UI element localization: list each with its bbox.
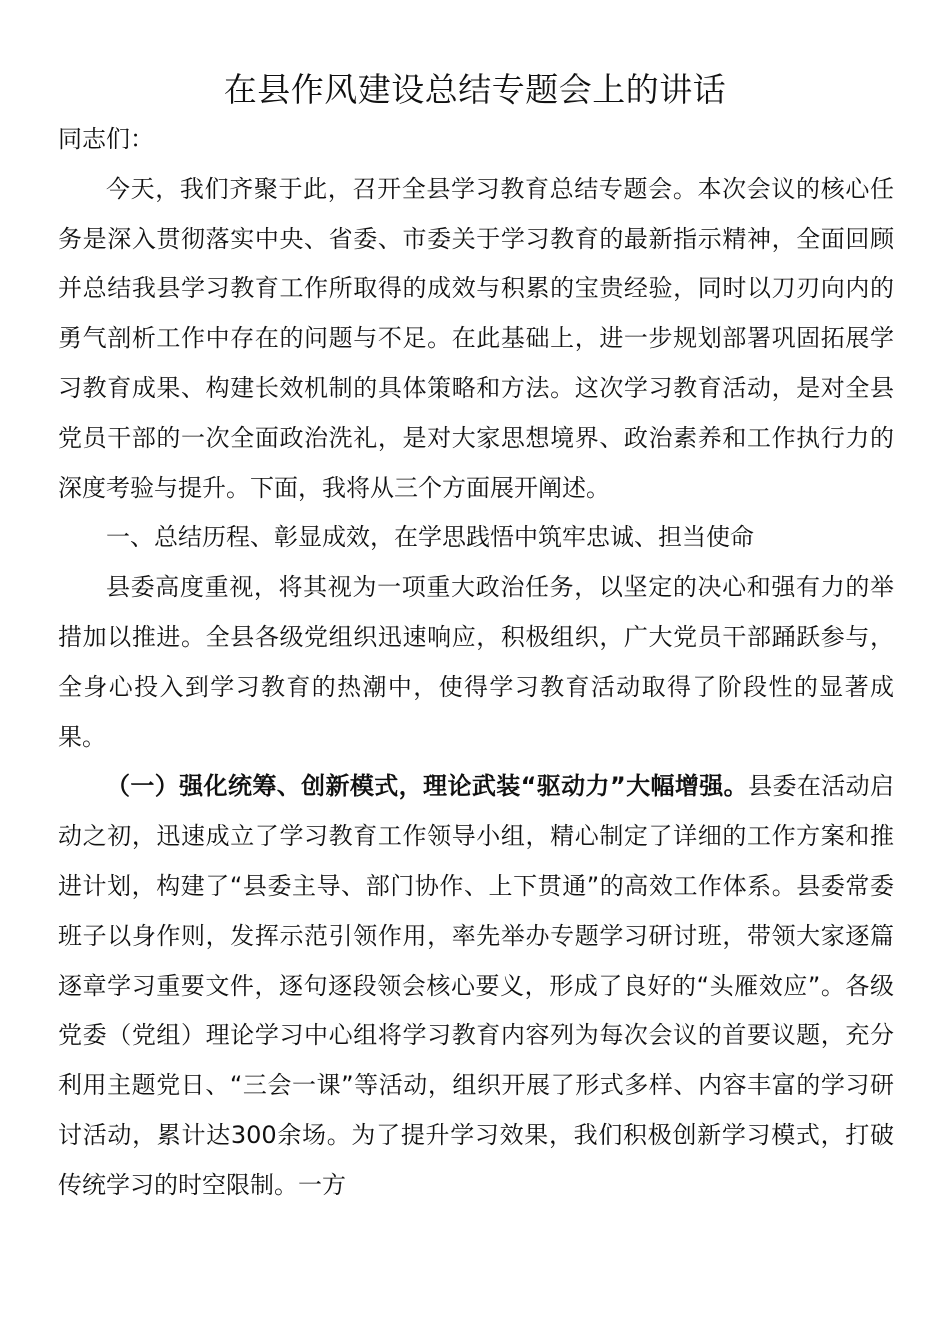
document-body <box>58 115 894 1211</box>
section-heading: 一、总结历程、彰显成效，在学思践悟中筑牢忠诚、担当使命 <box>106 523 754 552</box>
section-paragraph: 县委高度重视，将其视为一项重大政治任务，以坚定的决心和强有力的举措加以推进。全县各级党组织迅速响应，积极组织，广大党员干部踊跃参与，全身心投入到学习教育的热潮中，使得学习教育活动取得了阶段性的显著成果。 <box>58 573 894 751</box>
subsection-text: 县委在活动启动之初，迅速成立了学习教育工作领导小组，精心制定了详细的工作方案和推进计划，构建了“县委主导、部门协作、上下贯通”的高效工作体系。县委常委班子以身作则，发挥示范引领作用，率先举办专题学习研讨班，带领大家逐篇逐章学习重要文件，逐句逐段领会核心要义，形成了良好的“头雁效应”。各级党委（党组）理论学习中心组将学习教育内容列为每次会议的首要议题，充分利用主题党日、“三会一课”等活动，组织开展了形式多样、内容丰富的学习研讨活动，累计达300余场。为了提升学习效果，我们积极创新学习模式，打破传统学习的时空限制。一方 <box>58 772 895 1199</box>
document-title: 在县作风建设总结专题会上的讲话 <box>223 70 727 109</box>
salutation: 同志们： <box>58 125 154 153</box>
intro-paragraph: 今天，我们齐聚于此，召开全县学习教育总结专题会。本次会议的核心任务是深入贯彻落实中央、省委、市委关于学习教育的最新指示精神，全面回顾并总结我县学习教育工作所取得的成效与积累的宝贵经验，同时以刀刃向内的勇气剖析工作中存在的问题与不足。在此基础上，进一步规划部署巩固拓展学习教育成果、构建长效机制的具体策略和方法。这次学习教育活动，是对全县党员干部的一次全面政治洗礼，是对大家思想境界、政治素养和工作执行力的深度考验与提升。下面，我将从三个方面展开阐述。 <box>58 174 894 502</box>
subsection-paragraph <box>58 762 894 1210</box>
subsection-heading: （一）强化统筹、创新模式，理论武装“驱动力”大幅增强。 <box>106 772 749 801</box>
